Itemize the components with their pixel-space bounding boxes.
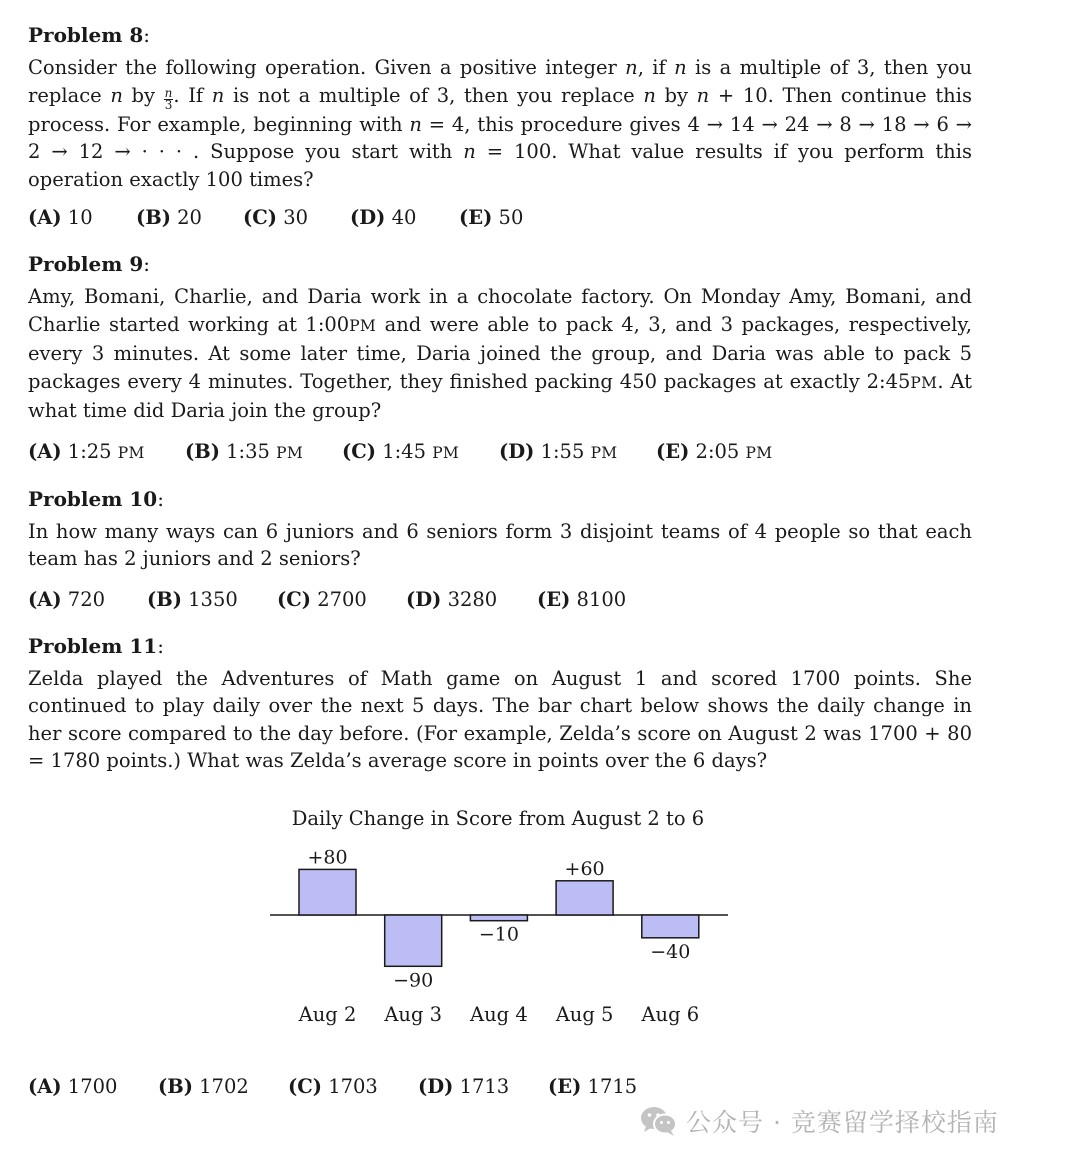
problem-8 (28, 22, 972, 231)
watermark-text: 公众号 · 竞赛留学择校指南 (686, 1108, 999, 1137)
chart-title: Daily Change in Score from August 2 to 6 (291, 807, 705, 830)
choice-d[interactable]: (D) 1713 (418, 1075, 510, 1098)
data-label: +60 (564, 857, 605, 880)
choice-d[interactable]: (D) 3280 (406, 587, 498, 611)
bar-aug-6 (642, 915, 699, 938)
problem-statement: In how many ways can 6 juniors and 6 seniors form 3 disjoint teams of 4 people so that each team has 2 juniors and 2 seniors? (28, 519, 972, 570)
bar-aug-2 (299, 869, 356, 915)
wechat-watermark (640, 1100, 999, 1142)
data-label: −40 (650, 940, 691, 963)
choice-b[interactable]: (B) 1350 (147, 587, 238, 611)
problem-10 (28, 486, 972, 613)
choice-c[interactable]: (C) 30 (243, 206, 309, 229)
answer-choices (28, 439, 972, 466)
category-label: Aug 2 (298, 1003, 357, 1026)
data-label: −90 (393, 969, 434, 992)
fraction-n-over-3: $\frac{n}{3}$ (164, 85, 173, 112)
problem-title: Problem 11: (28, 633, 164, 658)
bar-aug-3 (385, 915, 442, 966)
choice-e[interactable]: (E) 2:05 PM (656, 439, 773, 463)
category-label: Aug 5 (555, 1003, 614, 1026)
choice-b[interactable]: (B) 1702 (158, 1075, 249, 1098)
document-page (28, 22, 972, 775)
choice-e[interactable]: (E) 8100 (537, 587, 627, 611)
problem-statement: Zelda played the Adventures of Math game on August 1 and scored 1700 points. She continued to play daily over the next 5 days. The bar chart below shows the daily change in her score compared to the day before. (For example, Zelda’s score on August 2 was 1700 + 80 = 1780 points.) What was Zelda’s average score in points over the 6 days? (28, 666, 972, 772)
answer-choices (28, 587, 972, 613)
choice-c[interactable]: (C) 1:45 PM (342, 439, 460, 463)
choice-a[interactable]: (A) 10 (28, 206, 93, 229)
choice-d[interactable]: (D) 1:55 PM (499, 439, 618, 463)
problem-title: Problem 9: (28, 252, 151, 276)
choice-a[interactable]: (A) 720 (28, 587, 106, 611)
choice-a[interactable]: (A) 1700 (28, 1075, 118, 1098)
choice-e[interactable]: (E) 1715 (548, 1075, 638, 1098)
chart-bars (298, 846, 700, 1026)
choice-e[interactable]: (E) 50 (459, 206, 524, 229)
choice-c[interactable]: (C) 1703 (288, 1075, 378, 1098)
category-label: Aug 4 (470, 1003, 528, 1026)
choice-a[interactable]: (A) 1:25 PM (28, 439, 145, 463)
problem-statement: Amy, Bomani, Charlie, and Daria work in a chocolate factory. On Monday Amy, Bomani, and Charlie started working at 1:00PM and were able to pack 4, 3, and 3 packages, respectively, every 3 minutes. At some later time, Daria joined the group, and Daria was able to pack 5 packages every 4 minutes. Together, they finished packing 450 packages at exactly 2:45PM. At what time did Daria join the group? (28, 285, 972, 422)
answer-choices (28, 205, 972, 231)
choice-b[interactable]: (B) 20 (136, 206, 202, 229)
choice-b[interactable]: (B) 1:35 PM (185, 439, 304, 463)
problem-11 (28, 633, 972, 775)
data-label: −10 (478, 923, 519, 946)
wechat-icon (640, 1105, 678, 1137)
problem-statement: Consider the following operation. Given a positive integer n, if n is a multiple of 3, then you replace n by $\frac{n}{3}$ . If n is not a multiple of 3, then you replace n by n + 10. Then continue this process. For example, beginning with n = 4, this procedure gives 4 → 14 → 24 → 8 → 18 → 6 → 2 → 12 → · · · . Suppose you start with n = 100. What value results if you perform this operation exactly 100 times? (28, 56, 973, 191)
choice-c[interactable]: (C) 2700 (277, 587, 367, 611)
choice-d[interactable]: (D) 40 (350, 206, 417, 229)
category-label: Aug 3 (384, 1003, 443, 1026)
problem-title: Problem 8: (28, 23, 151, 47)
problem-9 (28, 251, 972, 466)
problem-title: Problem 10: (28, 486, 164, 511)
category-label: Aug 6 (641, 1003, 700, 1026)
bar-aug-5 (556, 881, 613, 915)
bar-aug-4 (470, 915, 527, 921)
data-label: +80 (307, 846, 348, 869)
answer-choices-problem-11 (28, 1074, 637, 1100)
